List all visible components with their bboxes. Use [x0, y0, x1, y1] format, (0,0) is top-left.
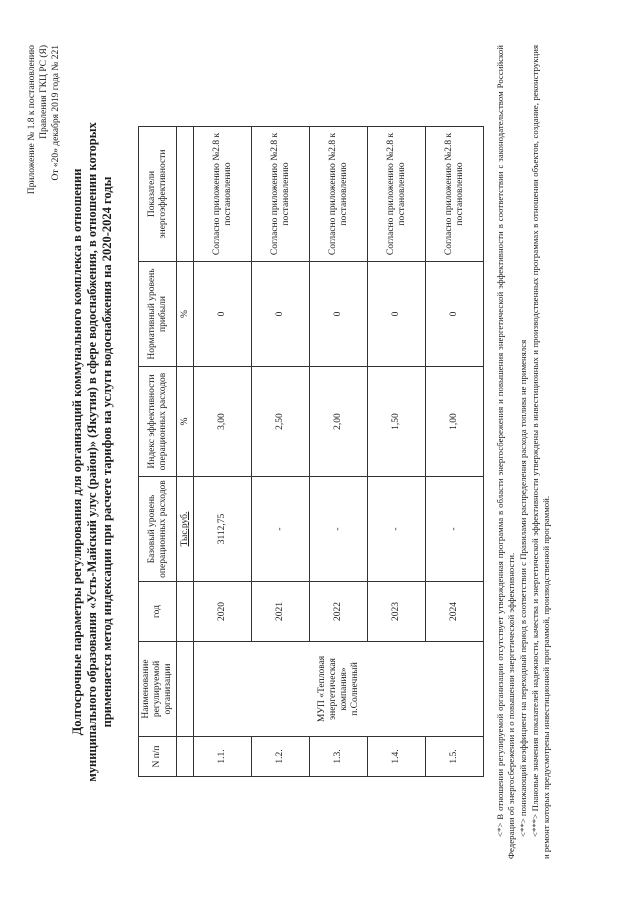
- rotated-page: [20, 27, 620, 877]
- row-profit: 0: [252, 262, 310, 367]
- row-num: 1.3.: [310, 737, 368, 777]
- col-header-base: Базовый уровень операционных расходов: [139, 477, 177, 582]
- row-num: 1.1.: [194, 737, 252, 777]
- row-profit: 0: [194, 262, 252, 367]
- title-line-3: применяется метод индексации при расчете тарифов на услуги водоснабжения на 2020-2024 годы: [100, 176, 114, 728]
- row-energy: Согласно приложению №2.8 к постановлению: [252, 127, 310, 262]
- row-num: 1.4.: [368, 737, 426, 777]
- row-year: 2023: [368, 582, 426, 642]
- col-header-profit: Нормативный уровень прибыли: [139, 262, 177, 367]
- row-energy: Согласно приложению №2.8 к постановлению: [310, 127, 368, 262]
- col-header-energy: Показатели энергоэффективности: [139, 127, 177, 262]
- row-energy: Согласно приложению №2.8 к постановлению: [194, 127, 252, 262]
- row-num: 1.2.: [252, 737, 310, 777]
- row-year: 2020: [194, 582, 252, 642]
- organization-name: МУП «Тепловая энергетическая компания» п.Солнечный: [194, 642, 484, 737]
- row-energy: Согласно приложению №2.8 к постановлению: [368, 127, 426, 262]
- unit-base: Тыс.руб.: [177, 477, 194, 582]
- title-line-2: муниципального образования «Усть-Майский улус (район)» (Якутия) в сфере водоснабжения, в отношении которых: [85, 122, 99, 782]
- col-header-year: год: [139, 582, 177, 642]
- unit-cell: [177, 737, 194, 777]
- title-line-1: Долгосрочные параметры регулирования для организаций коммунального комплекса в отношении: [70, 168, 84, 736]
- row-energy: Согласно приложению №2.8 к постановлению: [426, 127, 484, 262]
- unit-index: %: [177, 367, 194, 477]
- unit-cell: [177, 127, 194, 262]
- row-base: 3112,75: [194, 477, 252, 582]
- footnote-3: <***> Плановые значения показателей надежности, качества и энергетической эффективности утверждены в инвестиционных и производственных программах в отношении объектов, создание, реконструкция и ремонт которых предусмотрены инвестиционной программой, производственной программой.: [530, 45, 551, 859]
- row-profit: 0: [426, 262, 484, 367]
- row-index: 2,00: [310, 367, 368, 477]
- appendix-line-3: От «20» декабря 2019 года № 221: [51, 45, 61, 181]
- row-profit: 0: [368, 262, 426, 367]
- appendix-header: [26, 45, 62, 194]
- row-year: 2024: [426, 582, 484, 642]
- table-row: [194, 127, 252, 777]
- row-index: 2,50: [252, 367, 310, 477]
- col-header-num: N п/п: [139, 737, 177, 777]
- row-index: 3,00: [194, 367, 252, 477]
- row-base: -: [310, 477, 368, 582]
- row-num: 1.5.: [426, 737, 484, 777]
- unit-cell: [177, 582, 194, 642]
- row-index: 1,00: [426, 367, 484, 477]
- parameters-table: [138, 126, 484, 777]
- row-year: 2021: [252, 582, 310, 642]
- table-units-row: [177, 127, 194, 777]
- row-year: 2022: [310, 582, 368, 642]
- table-header-row: [139, 127, 177, 777]
- appendix-line-1: Приложение № 1.8 к постановлению: [27, 45, 37, 195]
- unit-cell: [177, 642, 194, 737]
- row-base: -: [252, 477, 310, 582]
- unit-profit: %: [177, 262, 194, 367]
- footnote-2: <**> понижающий коэффициент на переходный период в соответствии с Правилами распределения расхода топлива не применялся: [518, 339, 528, 837]
- appendix-line-2: Правления ГКЦ РС (Я): [39, 45, 49, 139]
- col-header-index: Индекс эффективности операционных расходов: [139, 367, 177, 477]
- row-base: -: [426, 477, 484, 582]
- col-header-org: Наименование регулируемой организации: [139, 642, 177, 737]
- row-base: -: [368, 477, 426, 582]
- footnotes: [495, 45, 553, 859]
- row-profit: 0: [310, 262, 368, 367]
- footnote-1: <*> В отношении регулируемой организации отсутствует утвержденная программа в области энергосбережения и повышения энергетической эффективности в соответствии с законодательством Российской Федерации об энергосбережении и о повышении энергетической эффективности.: [495, 45, 516, 859]
- document-title: [70, 87, 115, 817]
- row-index: 1,50: [368, 367, 426, 477]
